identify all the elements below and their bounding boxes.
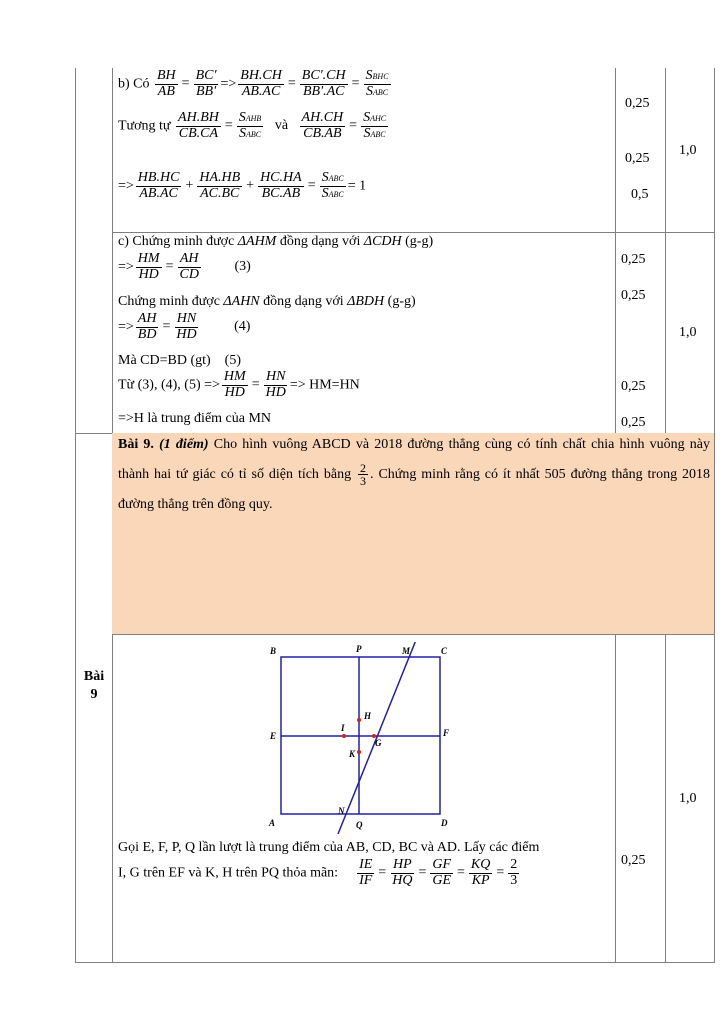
table-border-right: [714, 68, 715, 963]
label-b: B: [270, 646, 277, 656]
table-border-col3b: [665, 634, 666, 963]
part-b-line3: => $\frac{HB.HC}{AB.AC}$ + $\frac{HA.HB}{AC.BC}$ + $\frac{HC.HA}{BC.AB}$ = $\frac{\text{SABC}}{\text{SABC}}$ = 1: [118, 170, 367, 201]
bai9-problem-text: Bài 9. (1 điểm) Cho hình vuông ABCD và 2018 đường thẳng cùng có tính chất chia hình vuông này thành hai tứ giác có tỉ số diện tích bằng $\frac{2}{3}$ . Chứng minh rằng có ít nhất 505 đường thẳng trong 2018 đường thẳng trên đồng quy.: [118, 437, 711, 512]
point-i: [342, 734, 346, 738]
label-p: P: [356, 644, 362, 654]
bai9-point: 0,25: [621, 853, 646, 868]
label-q: Q: [356, 820, 363, 830]
part-c-given: Mà CD=BD (gt) (5): [118, 353, 241, 368]
label-f: F: [443, 728, 450, 738]
part-c-line1: c) Chứng minh được ΔAHM đồng dạng với ΔCDH (g-g): [118, 234, 434, 249]
label-k: K: [349, 749, 356, 759]
label-n: N: [338, 806, 345, 816]
table-border-col3a: [665, 68, 666, 433]
part-b-line2: Tương tự $\frac{AH.BH}{CB.CA}$ = $\frac{\text{SAHB}}{\text{SABC}}$ và $\frac{AH.CH}{CB.AB}$ = $\frac{\text{SAHC}}{\text{SABC}}$: [118, 110, 387, 141]
part-b-line1: b) Có $\frac{BH}{AB}$ = $\frac{BC'}{BB'}$ => $\frac{BH.CH}{AB.AC}$ = $\frac{BC'.CH}{BB'.AC}$ = $\frac{\text{SBHC}}{\text{SABC}}$: [118, 68, 389, 99]
label-i: I: [341, 723, 345, 733]
label-d: D: [441, 818, 448, 828]
bai9-figure: [260, 642, 460, 834]
part-c-line2: Chứng minh được ΔAHN đồng dạng với ΔBDH (g-g): [118, 294, 416, 309]
label-e: E: [270, 731, 277, 741]
part-c-point-1: 0,25: [621, 252, 646, 267]
row-divider-bc: [112, 232, 714, 233]
part-c-point-3: 0,25: [621, 379, 646, 394]
part-c-conclusion: =>H là trung điểm của MN: [118, 411, 272, 426]
part-b-total: 1,0: [679, 143, 697, 158]
label-c: C: [441, 646, 448, 656]
part-b-point-1: 0,25: [625, 96, 650, 111]
bai9-solution-line1: Gọi E, F, P, Q lần lượt là trung điểm của AB, CD, BC và AD. Lấy các điểm: [118, 840, 540, 855]
part-b-point-3: 0,5: [631, 187, 649, 202]
label-h: H: [364, 711, 372, 721]
bai9-label: Bài 9: [83, 669, 105, 702]
part-c-total: 1,0: [679, 325, 697, 340]
bai9-total: 1,0: [679, 791, 697, 806]
label-a: A: [269, 818, 276, 828]
part-b-point-2: 0,25: [625, 151, 650, 166]
point-k: [357, 750, 361, 754]
table-border-col2a: [615, 68, 616, 433]
bai9-solution-line2: I, G trên EF và K, H trên PQ thỏa mãn: $\frac{IE}{IF}$ = $\frac{HP}{HQ}$ = $\frac{GF}{GE}$ = $\frac{KQ}{KP}$ = $\frac{2}{3}$: [118, 857, 518, 888]
table-border-left: [75, 68, 76, 963]
label-m: M: [402, 646, 411, 656]
label-g: G: [375, 738, 382, 748]
part-c-point-4: 0,25: [621, 415, 646, 430]
part-c-eq3: => $\frac{HM}{HD}$ = $\frac{AH}{CD}$ (3): [118, 251, 251, 282]
table-border-col2b: [615, 634, 616, 963]
point-h: [357, 718, 361, 722]
part-c-eq4: => $\frac{AH}{BD}$ = $\frac{HN}{HD}$ (4): [118, 311, 251, 342]
part-c-from: Từ (3), (4), (5) => $\frac{HM}{HD}$ = $\frac{HN}{HD}$ => HM=HN: [118, 369, 360, 400]
table-border-bottom: [75, 962, 715, 963]
row-divider-solution: [112, 634, 714, 635]
part-c-point-2: 0,25: [621, 288, 646, 303]
